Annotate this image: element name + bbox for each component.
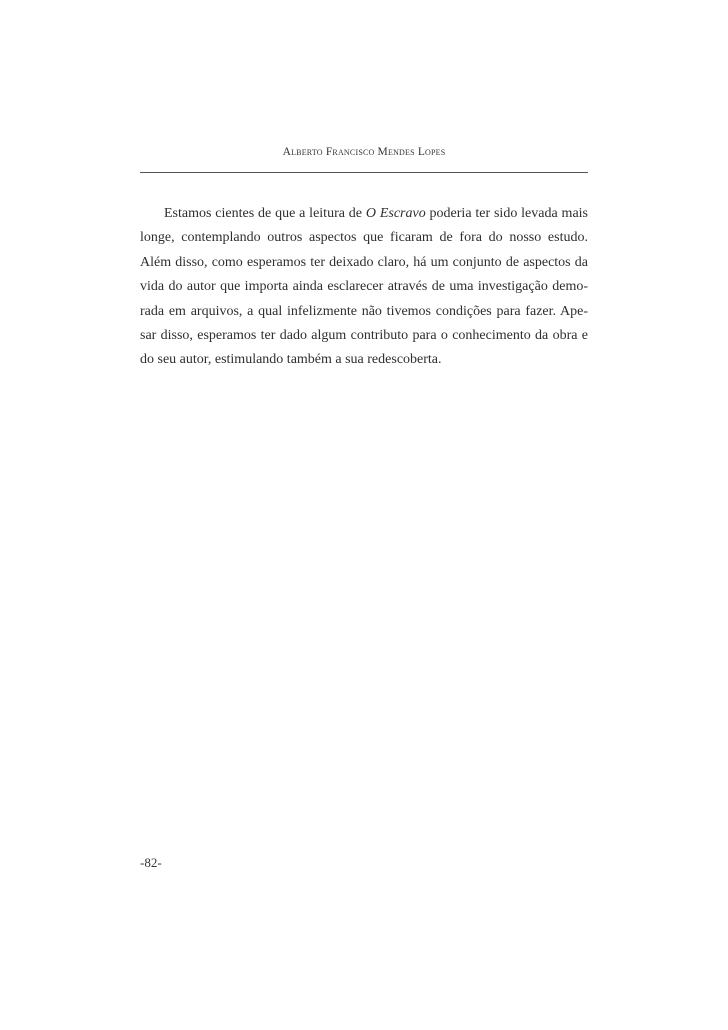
book-title: O Escravo — [365, 206, 426, 221]
paragraph-line: rada em arquivos, a qual infelizmente não tivemos condições para fazer. Ape- — [140, 303, 588, 319]
running-header: Alberto Francisco Mendes Lopes — [282, 146, 446, 158]
paragraph-line: vida do autor que importa ainda esclarecer através de uma investigação demo- — [140, 279, 588, 295]
body-paragraph — [140, 202, 588, 373]
paragraph-line: do seu autor, estimulando também a sua redescoberta. — [140, 352, 442, 368]
paragraph-line — [140, 202, 588, 226]
header-rule — [140, 172, 588, 173]
paragraph-line: longe, contemplando outros aspectos que ficaram de fora do nosso estudo. — [140, 230, 588, 246]
text-run: Estamos cientes de que a leitura de — [164, 206, 366, 221]
paragraph-line: Além disso, como esperamos ter deixado claro, há um conjunto de aspectos da — [140, 254, 588, 270]
page-number: -82- — [140, 855, 162, 870]
paragraph-line: sar disso, esperamos ter dado algum contributo para o conhecimento da obra e — [140, 328, 588, 344]
text-run: poderia ter sido levada mais — [425, 206, 588, 221]
